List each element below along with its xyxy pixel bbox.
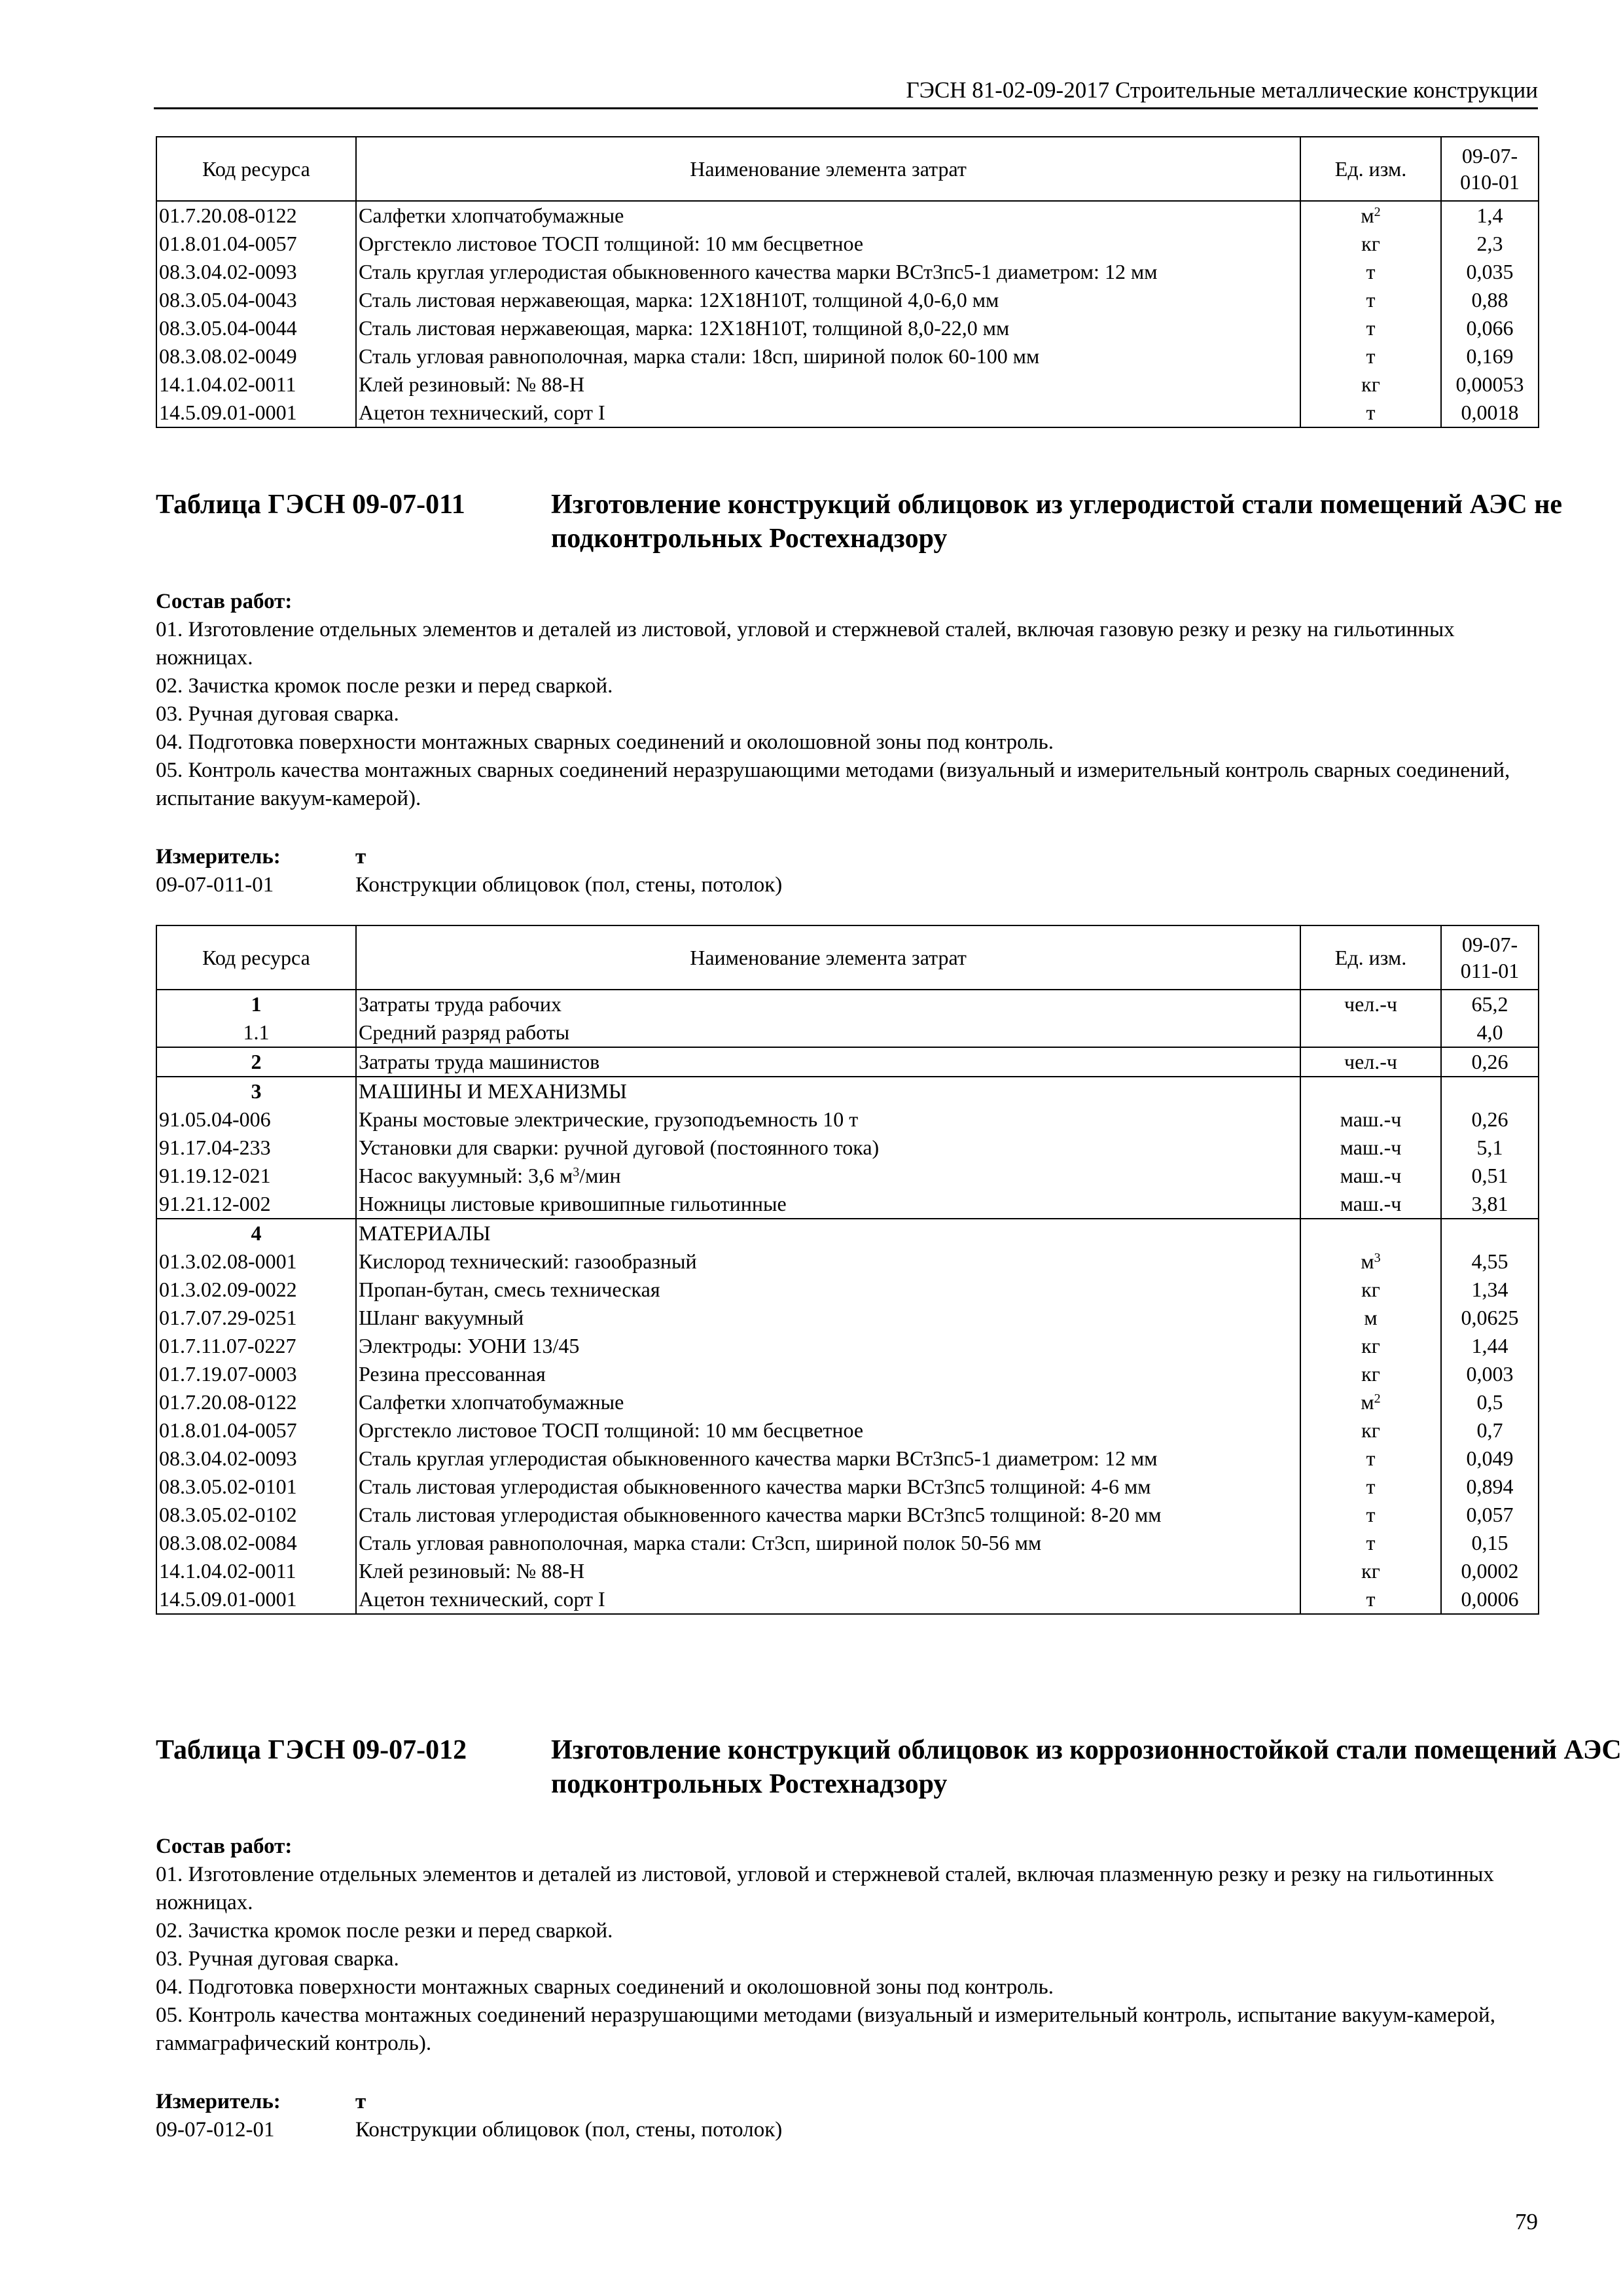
resource-name: Оргстекло листовое ТОСП толщиной: 10 мм бесцветное xyxy=(356,230,1300,258)
table-row xyxy=(156,1190,1539,1219)
norm-value: 0,0625 xyxy=(1441,1304,1539,1332)
resource-name: Сталь листовая углеродистая обыкновенного качества марки ВСт3пс5 толщиной: 8-20 мм xyxy=(356,1501,1300,1529)
col-header-norm: 09-07-011-01 xyxy=(1441,925,1539,990)
meter-label: Измеритель: xyxy=(156,845,281,869)
resource-unit: кг xyxy=(1300,1332,1441,1360)
resource-code: 91.17.04-233 xyxy=(156,1134,356,1162)
table-row xyxy=(156,1047,1539,1077)
resource-unit: чел.-ч xyxy=(1300,990,1441,1018)
norm-value: 65,2 xyxy=(1441,990,1539,1018)
resource-code: 2 xyxy=(156,1047,356,1077)
resource-code: 14.1.04.02-0011 xyxy=(156,1557,356,1585)
meter-label: Измеритель: xyxy=(156,2090,281,2113)
resource-name: МАТЕРИАЛЫ xyxy=(356,1219,1300,1247)
table-row xyxy=(156,1529,1539,1557)
col-header-name: Наименование элемента затрат xyxy=(356,925,1300,990)
table-row xyxy=(156,1018,1539,1047)
table-title: Изготовление конструкций облицовок из углеродистой стали помещений АЭС не подконтрольных Ростехнадзору xyxy=(551,490,1563,554)
resource-unit: т xyxy=(1300,258,1441,286)
norm-name: Конструкции облицовок (пол, стены, потолок) xyxy=(355,2118,783,2142)
norm-value xyxy=(1441,1077,1539,1105)
resource-code: 91.05.04-006 xyxy=(156,1105,356,1134)
composition-item: 03. Ручная дуговая сварка. xyxy=(156,1947,399,1971)
table-row xyxy=(156,1557,1539,1585)
resource-unit: кг xyxy=(1300,230,1441,258)
resource-unit: кг xyxy=(1300,1416,1441,1444)
norm-value: 0,003 xyxy=(1441,1360,1539,1388)
norm-value: 0,057 xyxy=(1441,1501,1539,1529)
resource-name: Салфетки хлопчатобумажные xyxy=(356,201,1300,230)
composition-item: 01. Изготовление отдельных элементов и деталей из листовой, угловой и стержневой сталей, включая газовую резку и резку на гильотинных ножницах. xyxy=(156,618,1455,670)
resource-code: 91.19.12-021 xyxy=(156,1162,356,1190)
col-header-norm: 09-07-010-01 xyxy=(1441,137,1539,201)
meter-block-011 xyxy=(156,843,1538,899)
work-composition-012 xyxy=(156,1833,1538,2058)
resource-code: 08.3.08.02-0049 xyxy=(156,342,356,370)
composition-item: 02. Зачистка кромок после резки и перед сваркой. xyxy=(156,1919,613,1943)
table-label: Таблица ГЭСН 09-07-012 xyxy=(156,1735,467,1765)
table-row xyxy=(156,286,1539,314)
resource-unit: $м^2$ xyxy=(1300,201,1441,230)
composition-item: 05. Контроль качества монтажных сварных соединений неразрушающими методами (визуальный и измерительный контроль сварных соединений, испытание вакуум-камерой). xyxy=(156,759,1510,810)
resource-unit: маш.-ч xyxy=(1300,1190,1441,1219)
resource-code: 08.3.04.02-0093 xyxy=(156,1444,356,1473)
resource-code: 01.8.01.04-0057 xyxy=(156,1416,356,1444)
page-number: 79 xyxy=(1515,2209,1538,2234)
resource-name: Сталь листовая нержавеющая, марка: 12Х18Н10Т, толщиной 8,0-22,0 мм xyxy=(356,314,1300,342)
resource-unit: т xyxy=(1300,1585,1441,1614)
resource-unit: т xyxy=(1300,286,1441,314)
norm-value: 0,0002 xyxy=(1441,1557,1539,1585)
resource-name: Затраты труда рабочих xyxy=(356,990,1300,1018)
resource-name: Сталь листовая нержавеющая, марка: 12Х18Н10Т, толщиной 4,0-6,0 мм xyxy=(356,286,1300,314)
resource-code: 08.3.05.04-0044 xyxy=(156,314,356,342)
table-heading-011 xyxy=(156,488,1563,556)
table-row xyxy=(156,1219,1539,1247)
norm-value: 0,0018 xyxy=(1441,399,1539,427)
table-row xyxy=(156,230,1539,258)
resource-name: Установки для сварки: ручной дуговой (постоянного тока) xyxy=(356,1134,1300,1162)
resource-code: 14.5.09.01-0001 xyxy=(156,399,356,427)
table-row xyxy=(156,1416,1539,1444)
norm-value: 0,26 xyxy=(1441,1105,1539,1134)
resource-code: 08.3.04.02-0093 xyxy=(156,258,356,286)
resource-code: 91.21.12-002 xyxy=(156,1190,356,1219)
table-heading-012 xyxy=(156,1733,1622,1801)
resource-name: Клей резиновый: № 88-Н xyxy=(356,1557,1300,1585)
table-row xyxy=(156,342,1539,370)
resource-code: 08.3.08.02-0084 xyxy=(156,1529,356,1557)
norm-value: 5,1 xyxy=(1441,1134,1539,1162)
resource-name: Шланг вакуумный xyxy=(356,1304,1300,1332)
norm-value: 0,51 xyxy=(1441,1162,1539,1190)
resource-unit xyxy=(1300,1018,1441,1047)
table-row xyxy=(156,1247,1539,1276)
table-row xyxy=(156,258,1539,286)
norm-value: 0,066 xyxy=(1441,314,1539,342)
table-row xyxy=(156,1162,1539,1190)
table-row xyxy=(156,1388,1539,1416)
col-header-unit: Ед. изм. xyxy=(1300,137,1441,201)
meter-unit: т xyxy=(355,845,366,869)
resource-code: 01.7.20.08-0122 xyxy=(156,1388,356,1416)
work-composition-011 xyxy=(156,588,1538,813)
resource-unit: т xyxy=(1300,342,1441,370)
resource-code: 3 xyxy=(156,1077,356,1105)
header-rule xyxy=(154,107,1538,109)
resource-code: 1.1 xyxy=(156,1018,356,1047)
resource-name: Пропан-бутан, смесь техническая xyxy=(356,1276,1300,1304)
norm-value: 2,3 xyxy=(1441,230,1539,258)
table-row xyxy=(156,1105,1539,1134)
resource-name: Электроды: УОНИ 13/45 xyxy=(356,1332,1300,1360)
table-row xyxy=(156,990,1539,1018)
resource-code: 01.8.01.04-0057 xyxy=(156,230,356,258)
norm-value: 0,7 xyxy=(1441,1416,1539,1444)
resource-name: Сталь круглая углеродистая обыкновенного качества марки ВСт3пс5-1 диаметром: 12 мм xyxy=(356,258,1300,286)
col-header-name: Наименование элемента затрат xyxy=(356,137,1300,201)
table-row xyxy=(156,1473,1539,1501)
composition-heading: Состав работ: xyxy=(156,1835,293,1858)
resource-unit xyxy=(1300,1077,1441,1105)
resource-name: Сталь круглая углеродистая обыкновенного качества марки ВСт3пс5-1 диаметром: 12 мм xyxy=(356,1444,1300,1473)
table-row xyxy=(156,1276,1539,1304)
meter-unit: т xyxy=(355,2090,366,2113)
norm-value: 3,81 xyxy=(1441,1190,1539,1219)
resource-unit: $м^3$ xyxy=(1300,1247,1441,1276)
norm-value: 0,0006 xyxy=(1441,1585,1539,1614)
composition-item: 01. Изготовление отдельных элементов и деталей из листовой, угловой и стержневой сталей, включая плазменную резку и резку на гильотинных ножницах. xyxy=(156,1863,1494,1914)
resource-code: 01.7.20.08-0122 xyxy=(156,201,356,230)
resource-code: 14.1.04.02-0011 xyxy=(156,370,356,399)
resource-name: Ножницы листовые кривошипные гильотинные xyxy=(356,1190,1300,1219)
resource-name: Сталь угловая равнополочная, марка стали: Ст3сп, шириной полок 50-56 мм xyxy=(356,1529,1300,1557)
resource-unit: маш.-ч xyxy=(1300,1162,1441,1190)
resource-table-09-07-011 xyxy=(156,925,1539,1615)
norm-name: Конструкции облицовок (пол, стены, потолок) xyxy=(355,873,783,897)
norm-value: 1,44 xyxy=(1441,1332,1539,1360)
table-row xyxy=(156,314,1539,342)
table-row xyxy=(156,1077,1539,1105)
resource-name: Резина прессованная xyxy=(356,1360,1300,1388)
table-row xyxy=(156,1585,1539,1614)
resource-unit: т xyxy=(1300,1444,1441,1473)
resource-code: 1 xyxy=(156,990,356,1018)
composition-item: 05. Контроль качества монтажных соединений неразрушающими методами (визуальный и измерительный контроль, испытание вакуум-камерой, гаммаграфический контроль). xyxy=(156,2003,1495,2055)
norm-value: 1,4 xyxy=(1441,201,1539,230)
meter-block-012 xyxy=(156,2088,1538,2144)
resource-code: 01.3.02.08-0001 xyxy=(156,1247,356,1276)
resource-name: Средний разряд работы xyxy=(356,1018,1300,1047)
resource-name: Кислород технический: газообразный xyxy=(356,1247,1300,1276)
table-label: Таблица ГЭСН 09-07-011 xyxy=(156,490,465,520)
resource-name: Салфетки хлопчатобумажные xyxy=(356,1388,1300,1416)
resource-code: 08.3.05.02-0102 xyxy=(156,1501,356,1529)
table-row xyxy=(156,1134,1539,1162)
resource-unit: м xyxy=(1300,1304,1441,1332)
resource-name: Краны мостовые электрические, грузоподъемность 10 т xyxy=(356,1105,1300,1134)
resource-unit: маш.-ч xyxy=(1300,1134,1441,1162)
resource-unit: т xyxy=(1300,314,1441,342)
resource-name: Клей резиновый: № 88-Н xyxy=(356,370,1300,399)
resource-unit: маш.-ч xyxy=(1300,1105,1441,1134)
norm-value: 4,55 xyxy=(1441,1247,1539,1276)
norm-value: 0,5 xyxy=(1441,1388,1539,1416)
norm-value xyxy=(1441,1219,1539,1247)
resource-unit: т xyxy=(1300,1501,1441,1529)
table-row xyxy=(156,1501,1539,1529)
table-row xyxy=(156,1304,1539,1332)
col-header-unit: Ед. изм. xyxy=(1300,925,1441,990)
norm-value: 4,0 xyxy=(1441,1018,1539,1047)
norm-value: 0,00053 xyxy=(1441,370,1539,399)
table-row xyxy=(156,370,1539,399)
col-header-code: Код ресурса xyxy=(156,137,356,201)
norm-value: 1,34 xyxy=(1441,1276,1539,1304)
resource-unit: т xyxy=(1300,399,1441,427)
resource-name: МАШИНЫ И МЕХАНИЗМЫ xyxy=(356,1077,1300,1105)
norm-code: 09-07-012-01 xyxy=(156,2118,275,2142)
norm-code: 09-07-011-01 xyxy=(156,873,274,897)
resource-code: 08.3.05.04-0043 xyxy=(156,286,356,314)
resource-name: Насос вакуумный: 3,6 $м^3$/мин xyxy=(356,1162,1300,1190)
composition-item: 04. Подготовка поверхности монтажных сварных соединений и околошовной зоны под контроль. xyxy=(156,730,1054,754)
table-row xyxy=(156,1332,1539,1360)
norm-value: 0,26 xyxy=(1441,1047,1539,1077)
resource-unit: чел.-ч xyxy=(1300,1047,1441,1077)
table-row xyxy=(156,201,1539,230)
resource-code: 01.7.19.07-0003 xyxy=(156,1360,356,1388)
resource-unit: кг xyxy=(1300,1557,1441,1585)
resource-name: Затраты труда машинистов xyxy=(356,1047,1300,1077)
resource-code: 01.7.11.07-0227 xyxy=(156,1332,356,1360)
resource-table-09-07-010 xyxy=(156,136,1539,428)
resource-unit: кг xyxy=(1300,370,1441,399)
resource-unit: т xyxy=(1300,1473,1441,1501)
norm-value: 0,894 xyxy=(1441,1473,1539,1501)
resource-name: Ацетон технический, сорт I xyxy=(356,399,1300,427)
composition-item: 04. Подготовка поверхности монтажных сварных соединений и околошовной зоны под контроль. xyxy=(156,1975,1054,1999)
composition-item: 02. Зачистка кромок после резки и перед сваркой. xyxy=(156,674,613,698)
resource-name: Оргстекло листовое ТОСП толщиной: 10 мм бесцветное xyxy=(356,1416,1300,1444)
table-title: Изготовление конструкций облицовок из коррозионностойкой стали помещений АЭС подконтрольных Ростехнадзору xyxy=(551,1735,1622,1799)
resource-unit: т xyxy=(1300,1529,1441,1557)
resource-unit xyxy=(1300,1219,1441,1247)
norm-value: 0,15 xyxy=(1441,1529,1539,1557)
resource-unit: кг xyxy=(1300,1360,1441,1388)
running-header: ГЭСН 81-02-09-2017 Строительные металлические конструкции xyxy=(906,77,1538,103)
resource-name: Ацетон технический, сорт I xyxy=(356,1585,1300,1614)
norm-value: 0,035 xyxy=(1441,258,1539,286)
resource-code: 01.3.02.09-0022 xyxy=(156,1276,356,1304)
resource-code: 08.3.05.02-0101 xyxy=(156,1473,356,1501)
resource-code: 01.7.07.29-0251 xyxy=(156,1304,356,1332)
resource-name: Сталь угловая равнополочная, марка стали: 18сп, шириной полок 60-100 мм xyxy=(356,342,1300,370)
table-row xyxy=(156,1360,1539,1388)
resource-unit: $м^2$ xyxy=(1300,1388,1441,1416)
resource-code: 14.5.09.01-0001 xyxy=(156,1585,356,1614)
norm-value: 0,88 xyxy=(1441,286,1539,314)
norm-value: 0,169 xyxy=(1441,342,1539,370)
composition-heading: Состав работ: xyxy=(156,590,293,613)
norm-value: 0,049 xyxy=(1441,1444,1539,1473)
composition-item: 03. Ручная дуговая сварка. xyxy=(156,702,399,726)
resource-code: 4 xyxy=(156,1219,356,1247)
resource-name: Сталь листовая углеродистая обыкновенного качества марки ВСт3пс5 толщиной: 4-6 мм xyxy=(356,1473,1300,1501)
col-header-code: Код ресурса xyxy=(156,925,356,990)
table-row xyxy=(156,1444,1539,1473)
resource-unit: кг xyxy=(1300,1276,1441,1304)
table-row xyxy=(156,399,1539,427)
